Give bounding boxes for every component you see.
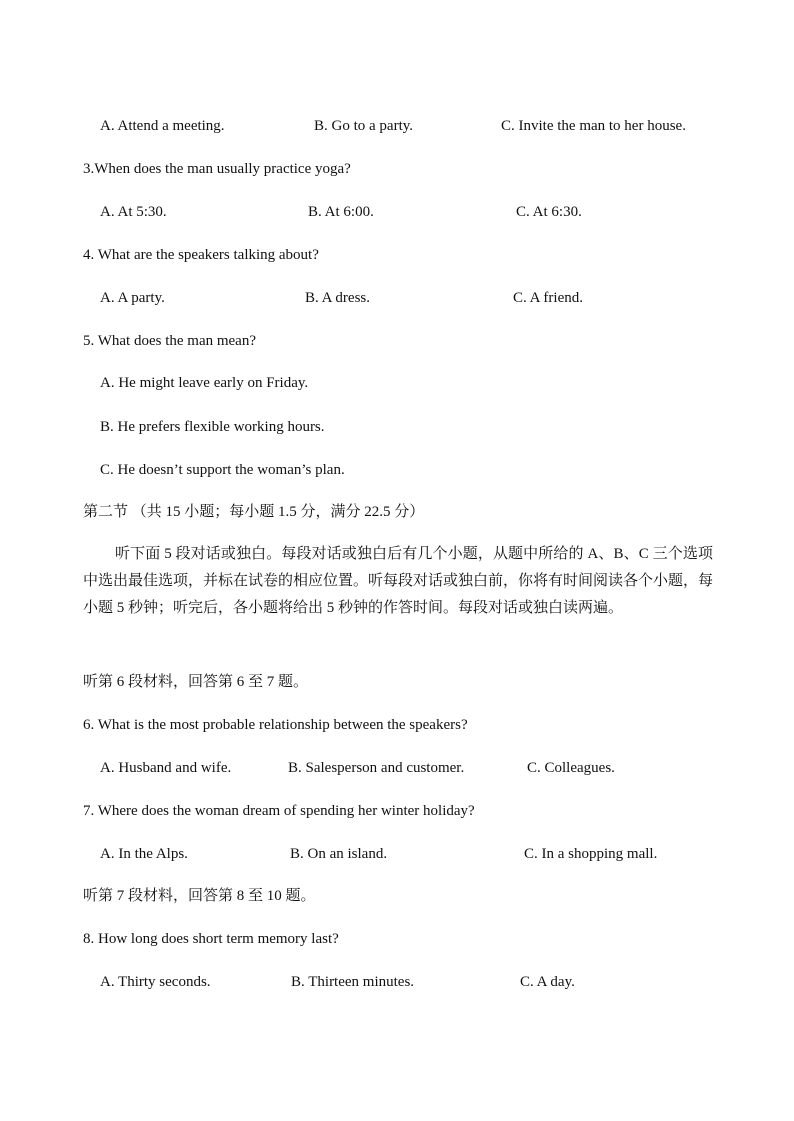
q3-option-b: B. At 6:00. bbox=[308, 204, 374, 220]
q5-question: 5. What does the man mean? bbox=[83, 333, 256, 349]
q6-question: 6. What is the most probable relationship between the speakers? bbox=[83, 717, 468, 733]
material-6-label: 听第 6 段材料，回答第 6 至 7 题。 bbox=[83, 674, 309, 690]
q4-option-b: B. A dress. bbox=[305, 290, 371, 306]
q8-question: 8. How long does short term memory last? bbox=[83, 931, 339, 947]
q6-option-c: C. Colleagues. bbox=[527, 760, 615, 776]
q6-option-b: B. Salesperson and customer. bbox=[288, 760, 465, 776]
q7-option-b: B. On an island. bbox=[290, 846, 388, 862]
q8-option-a: A. Thirty seconds. bbox=[100, 974, 211, 990]
q7-question: 7. Where does the woman dream of spending her winter holiday? bbox=[83, 803, 475, 819]
q6-option-a: A. Husband and wife. bbox=[100, 760, 232, 776]
q5-option-a: A. He might leave early on Friday. bbox=[100, 375, 309, 391]
q2-option-b: B. Go to a party. bbox=[314, 118, 414, 134]
q7-option-a: A. In the Alps. bbox=[100, 846, 188, 862]
q8-option-c: C. A day. bbox=[520, 974, 575, 990]
q2-option-c: C. Invite the man to her house. bbox=[501, 118, 686, 134]
q5-option-b: B. He prefers flexible working hours. bbox=[100, 419, 325, 435]
q4-option-a: A. A party. bbox=[100, 290, 165, 306]
section-instructions: 听下面 5 段对话或独白。每段对话或独白后有几个小题，从题中所给的 A、B、C 三个选项中选出最佳选项，并标在试卷的相应位置。听每段对话或独白前，你将有时间阅读各个小题，每小题 5 秒钟；听完后，各小题将给出 5 秒钟的作答时间。每段对话或独白读两遍。 bbox=[83, 546, 714, 616]
q3-option-c: C. At 6:30. bbox=[516, 204, 582, 220]
q3-question: 3.When does the man usually practice yoga? bbox=[83, 161, 351, 177]
q2-option-a: A. Attend a meeting. bbox=[100, 118, 225, 134]
section-heading: 第二节 （共 15 小题；每小题 1.5 分，满分 22.5 分） bbox=[83, 504, 425, 520]
q3-option-a: A. At 5:30. bbox=[100, 204, 167, 220]
q7-option-c: C. In a shopping mall. bbox=[524, 846, 658, 862]
q5-option-c: C. He doesn’t support the woman’s plan. bbox=[100, 462, 345, 478]
q4-option-c: C. A friend. bbox=[513, 290, 583, 306]
q4-question: 4. What are the speakers talking about? bbox=[83, 247, 319, 263]
q8-option-b: B. Thirteen minutes. bbox=[291, 974, 415, 990]
material-7-label: 听第 7 段材料，回答第 8 至 10 题。 bbox=[83, 888, 316, 904]
